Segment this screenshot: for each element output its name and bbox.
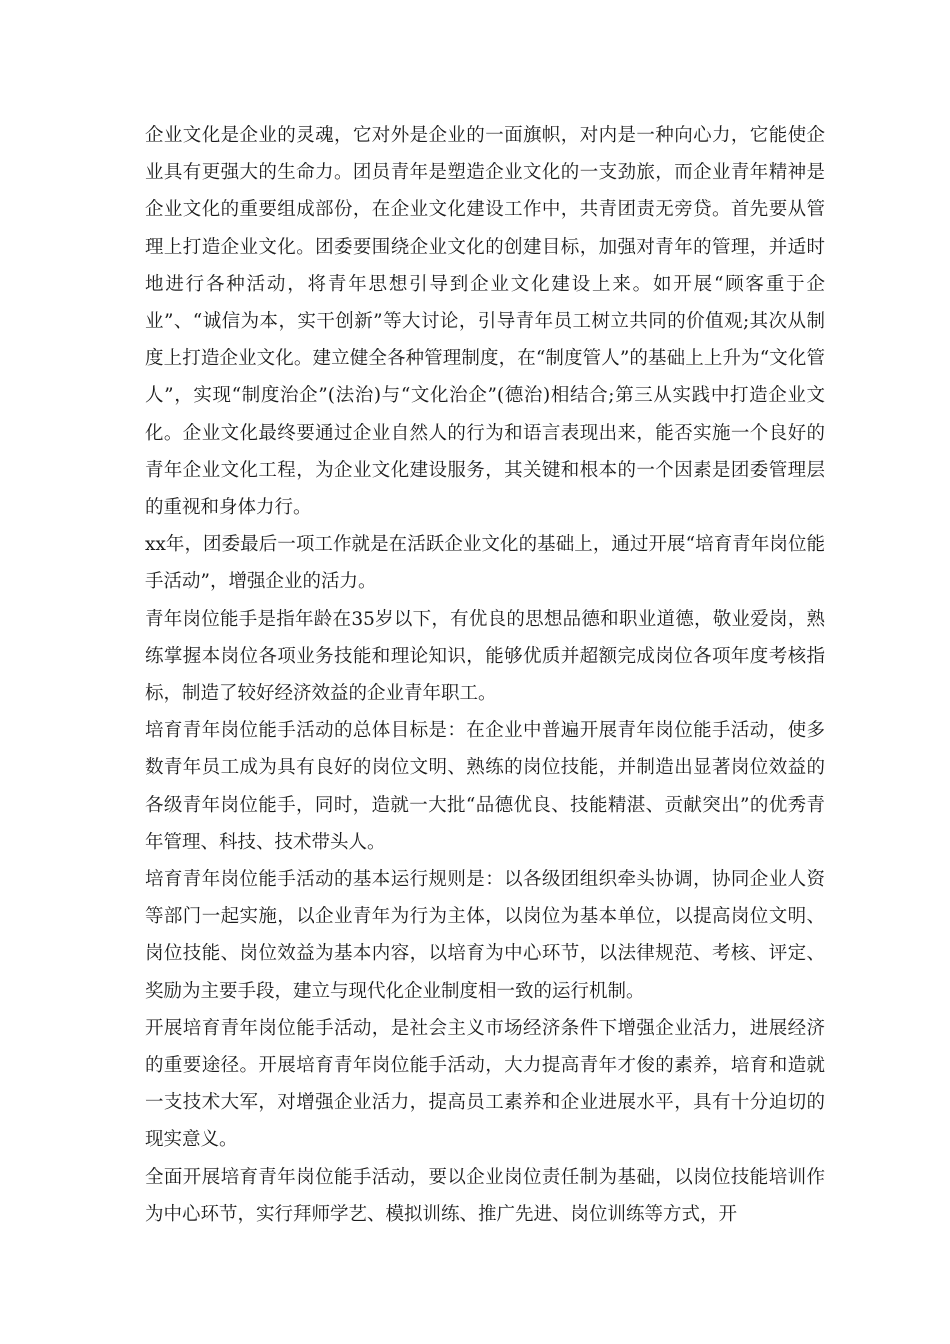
document-body — [145, 117, 825, 1233]
paragraph-implementation: 全面开展培育青年岗位能手活动，要以企业岗位责任制为基础，以岗位技能培训作为中心环节，实行拜师学艺、模拟训练、推广先进、岗位训练等方式，开 — [145, 1166, 825, 1225]
paragraph-significance: 开展培育青年岗位能手活动，是社会主义市场经济条件下增强企业活力，进展经济的重要途径。开展培育青年岗位能手活动，大力提高青年才俊的素养，培育和造就一支技术大军，对增强企业活力，提高员工素养和企业进展水平，具有十分迫切的现实意义。 — [145, 1017, 825, 1151]
paragraph-youth-league-work: xx年，团委最后一项工作就是在活跃企业文化的基础上，通过开展“培育青年岗位能手活动”，增强企业的活力。 — [145, 534, 825, 593]
paragraph-overall-goal: 培育青年岗位能手活动的总体目标是：在企业中普遍开展青年岗位能手活动，使多数青年员工成为具有良好的岗位文明、熟练的岗位技能，并制造出显著岗位效益的各级青年岗位能手，同时，造就一大批“品德优良、技能精湛、贡献突出”的优秀青年管理、科技、技术带头人。 — [145, 720, 825, 853]
paragraph-corporate-culture: 企业文化是企业的灵魂，它对外是企业的一面旗帜，对内是一种向心力，它能使企业具有更强大的生命力。团员青年是塑造企业文化的一支劲旅，而企业青年精神是企业文化的重要组成部份，在企业文化建设工作中，共青团责无旁贷。首先要从管理上打造企业文化。团委要围绕企业文化的创建目标，加强对青年的管理，并适时地进行各种活动，将青年思想引导到企业文化建设上来。如开展“顾客重于企业”、“诚信为本，实干创新”等大讨论，引导青年员工树立共同的价值观;其次从制度上打造企业文化。建立健全各种管理制度，在“制度管人”的基础上上升为“文化管人”，实现“制度治企”(法治)与“文化治企”(德治)相结合;第三从实践中打造企业文化。企业文化最终要通过企业自然人的行为和语言表现出来，能否实施一个良好的青年企业文化工程，为企业文化建设服务，其关键和根本的一个因素是团委管理层的重视和身体力行。 — [145, 125, 825, 519]
paragraph-job-expert-definition: 青年岗位能手是指年龄在35岁以下，有优良的思想品德和职业道德，敬业爱岗，熟练掌握本岗位各项业务技能和理论知识，能够优质并超额完成岗位各项年度考核指标，制造了较好经济效益的企业青年职工。 — [145, 608, 825, 705]
paragraph-operating-rules: 培育青年岗位能手活动的基本运行规则是：以各级团组织牵头协调，协同企业人资等部门一起实施，以企业青年为行为主体，以岗位为基本单位，以提高岗位文明、岗位技能、岗位效益为基本内容，以培育为中心环节，以法律规范、考核、评定、奖励为主要手段，建立与现代化企业制度相一致的运行机制。 — [145, 869, 825, 1002]
